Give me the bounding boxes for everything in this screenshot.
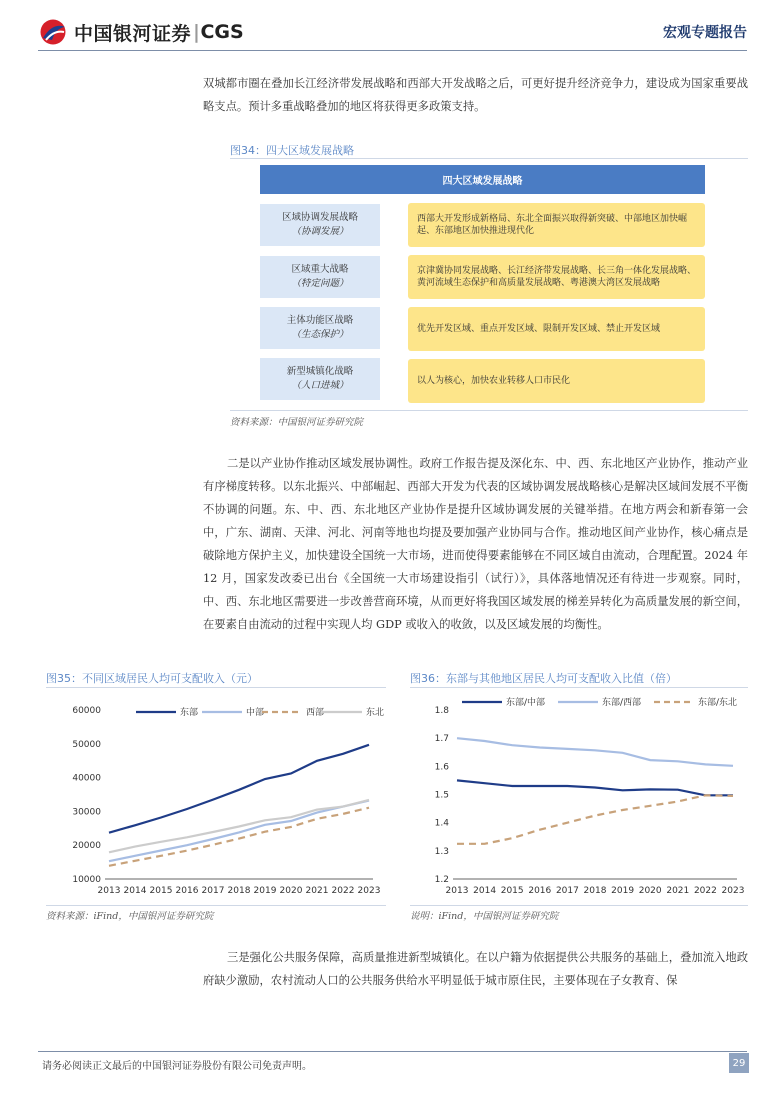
brand-name: 中国银河证券	[74, 22, 192, 45]
figure34-top-rule	[230, 158, 748, 159]
x-tick-label: 2016	[175, 886, 199, 896]
strategy-sub: （特定问题）	[291, 278, 349, 289]
y-tick-label: 1.7	[434, 734, 449, 745]
strategy-content-box	[408, 307, 705, 351]
strategy-name-box	[260, 358, 380, 400]
paragraph-text: 二是以产业协作推动区域发展协调性。政府工作报告提及深化东、中、西、东北地区产业协作，推动产业有序梯度转移。以东北振兴、中部崛起、西部大开发为代表的区域协调发展战略核心是解决区域间发展不平衡不协调的问题。东、中、西、东北地区产业协作是提升区域协调发展的关键举措。在地方两会和新春第一会中，广东、湖南、天津、河北、河南等地也均提及要加强产业协同与合作。推动地区间产业协作，核心痛点是破除地方保护主义，加快建设全国统一大市场，进而使得要素能够在不同区域自由流动，合理配置。2024 年 12 月，国家发改委已出台《全国统一大市场建设指引（试行）》，具体落地情况还有待进一步观察。同时，中、西、东北地区需要进一步改善营商环境，从而更好将我国区域发展的梯差异转化为高质量发展的新空间，在要素自由流动的过程中实现人均 GDP 或收入的收敛，以及区域发展的均衡性。	[203, 457, 748, 631]
y-tick-label: 1.2	[434, 875, 449, 885]
header-divider	[38, 50, 747, 51]
strategy-content-box	[408, 359, 705, 403]
y-tick-label: 1.3	[434, 846, 449, 857]
figure36-title: 图36：东部与其他地区居民人均可支配收入比值（倍）	[410, 672, 677, 685]
figure36-source: 说明：iFind，中国银河证券研究院	[410, 911, 559, 922]
strategy-name: 区域重大战略	[291, 264, 349, 275]
report-type: 宏观专题报告	[663, 25, 747, 41]
figure34-title: 图34：四大区域发展战略	[230, 144, 354, 157]
footer-disclaimer: 请务必阅读正文最后的中国银河证券股份有限公司免责声明。	[42, 1061, 312, 1072]
brand-divider: |	[193, 21, 201, 43]
x-tick-label: 2021	[305, 886, 329, 896]
strategy-name-box	[260, 256, 380, 298]
legend-label: 东部/西部	[602, 698, 642, 708]
y-tick-label: 40000	[72, 773, 101, 784]
series-line	[457, 780, 733, 795]
strategy-sub: （生态保护）	[291, 329, 349, 340]
x-tick-label: 2013	[445, 886, 469, 896]
body-paragraph	[203, 452, 748, 636]
page-header	[0, 0, 777, 58]
x-tick-label: 2014	[123, 886, 147, 896]
figure35-top-rule	[46, 687, 386, 688]
strategy-content: 京津冀协同发展战略、长江经济带发展战略、长三角一体化发展战略、黄河流域生态保护和高质量发展战略、粤港澳大湾区发展战略	[417, 266, 697, 288]
x-tick-label: 2023	[721, 886, 745, 896]
footer-divider	[38, 1051, 747, 1052]
legend-label: 中部	[246, 708, 265, 718]
income-chart	[46, 690, 386, 906]
x-tick-label: 2021	[666, 886, 690, 896]
y-tick-label: 1.8	[434, 706, 449, 716]
intro-paragraph: 双城都市圈在叠加长江经济带发展战略和西部大开发战略之后，可更好提升经济竞争力，建设成为国家重要战略支点。预计多重战略叠加的地区将获得更多政策支持。	[203, 77, 748, 113]
x-tick-label: 2023	[357, 886, 381, 896]
cgs-logo	[38, 18, 244, 46]
strategy-sub: （协调发展）	[291, 226, 349, 237]
x-tick-label: 2017	[555, 886, 579, 896]
figure35-bottom-rule	[46, 905, 386, 906]
x-tick-label: 2018	[583, 886, 607, 896]
figure36-top-rule	[410, 687, 748, 688]
strategy-content-box	[408, 255, 705, 299]
y-tick-label: 20000	[72, 841, 101, 852]
x-tick-label: 2013	[97, 886, 121, 896]
diagram-header: 四大区域发展战略	[260, 165, 705, 194]
series-line	[109, 800, 369, 852]
strategy-content-box	[408, 203, 705, 247]
series-line	[109, 801, 369, 862]
strategy-content: 西部大开发形成新格局、东北全面振兴取得新突破、中部地区加快崛起、东部地区加快推进现代化	[417, 214, 688, 236]
strategy-name: 新型城镇化战略	[286, 366, 354, 377]
strategy-name: 区域协调发展战略	[281, 212, 358, 223]
legend-label: 东部	[180, 708, 199, 718]
x-tick-label: 2020	[279, 886, 303, 896]
strategy-sub: （人口进城）	[291, 380, 349, 391]
strategy-name-box	[260, 204, 380, 246]
paragraph-text: 三是强化公共服务保障，高质量推进新型城镇化。在以户籍为依据提供公共服务的基础上，叠加流入地政府缺少激励，农村流动人口的公共服务供给水平明显低于城市原住民，主要体现在子女教育、保	[203, 951, 748, 987]
y-tick-label: 1.5	[434, 790, 449, 801]
y-tick-label: 1.4	[434, 818, 449, 829]
strategy-name: 主体功能区战略	[286, 315, 354, 326]
x-tick-label: 2020	[638, 886, 662, 896]
legend-label: 东北	[366, 708, 385, 718]
series-line	[457, 738, 733, 766]
x-tick-label: 2022	[331, 886, 355, 896]
series-line	[457, 795, 733, 844]
series-line	[109, 808, 369, 866]
series-line	[109, 745, 369, 833]
figure34-bottom-rule	[230, 410, 748, 411]
cgs-logo-icon	[38, 18, 68, 46]
x-tick-label: 2018	[227, 886, 251, 896]
y-tick-label: 1.6	[434, 762, 449, 773]
figure35-title: 图35：不同区域居民人均可支配收入（元）	[46, 672, 258, 685]
legend-label: 东部/中部	[506, 698, 546, 708]
x-tick-label: 2019	[611, 886, 635, 896]
strategy-name-box	[260, 307, 380, 349]
y-tick-label: 10000	[72, 875, 101, 885]
strategy-content: 以人为核心，加快农业转移人口市民化	[417, 376, 571, 386]
x-tick-label: 2014	[473, 886, 497, 896]
figure34-source: 资料来源：中国银河证券研究院	[230, 417, 364, 428]
brand-en: CGS	[200, 21, 244, 43]
x-tick-label: 2015	[500, 886, 524, 896]
x-tick-label: 2019	[253, 886, 277, 896]
ratio-chart	[410, 690, 748, 906]
y-tick-label: 60000	[72, 706, 101, 716]
body-paragraph	[203, 946, 748, 992]
page-number: 29	[729, 1053, 749, 1073]
y-tick-label: 50000	[72, 739, 101, 750]
x-tick-label: 2016	[528, 886, 552, 896]
legend-label: 东部/东北	[698, 698, 738, 708]
figure35-source: 资料来源：iFind，中国银河证券研究院	[46, 911, 214, 922]
x-tick-label: 2022	[693, 886, 717, 896]
figure36-bottom-rule	[410, 905, 748, 906]
x-tick-label: 2015	[149, 886, 173, 896]
x-tick-label: 2017	[201, 886, 225, 896]
legend-label: 西部	[306, 708, 325, 718]
strategy-content: 优先开发区域、重点开发区域、限制开发区域、禁止开发区域	[417, 324, 661, 334]
y-tick-label: 30000	[72, 807, 101, 818]
